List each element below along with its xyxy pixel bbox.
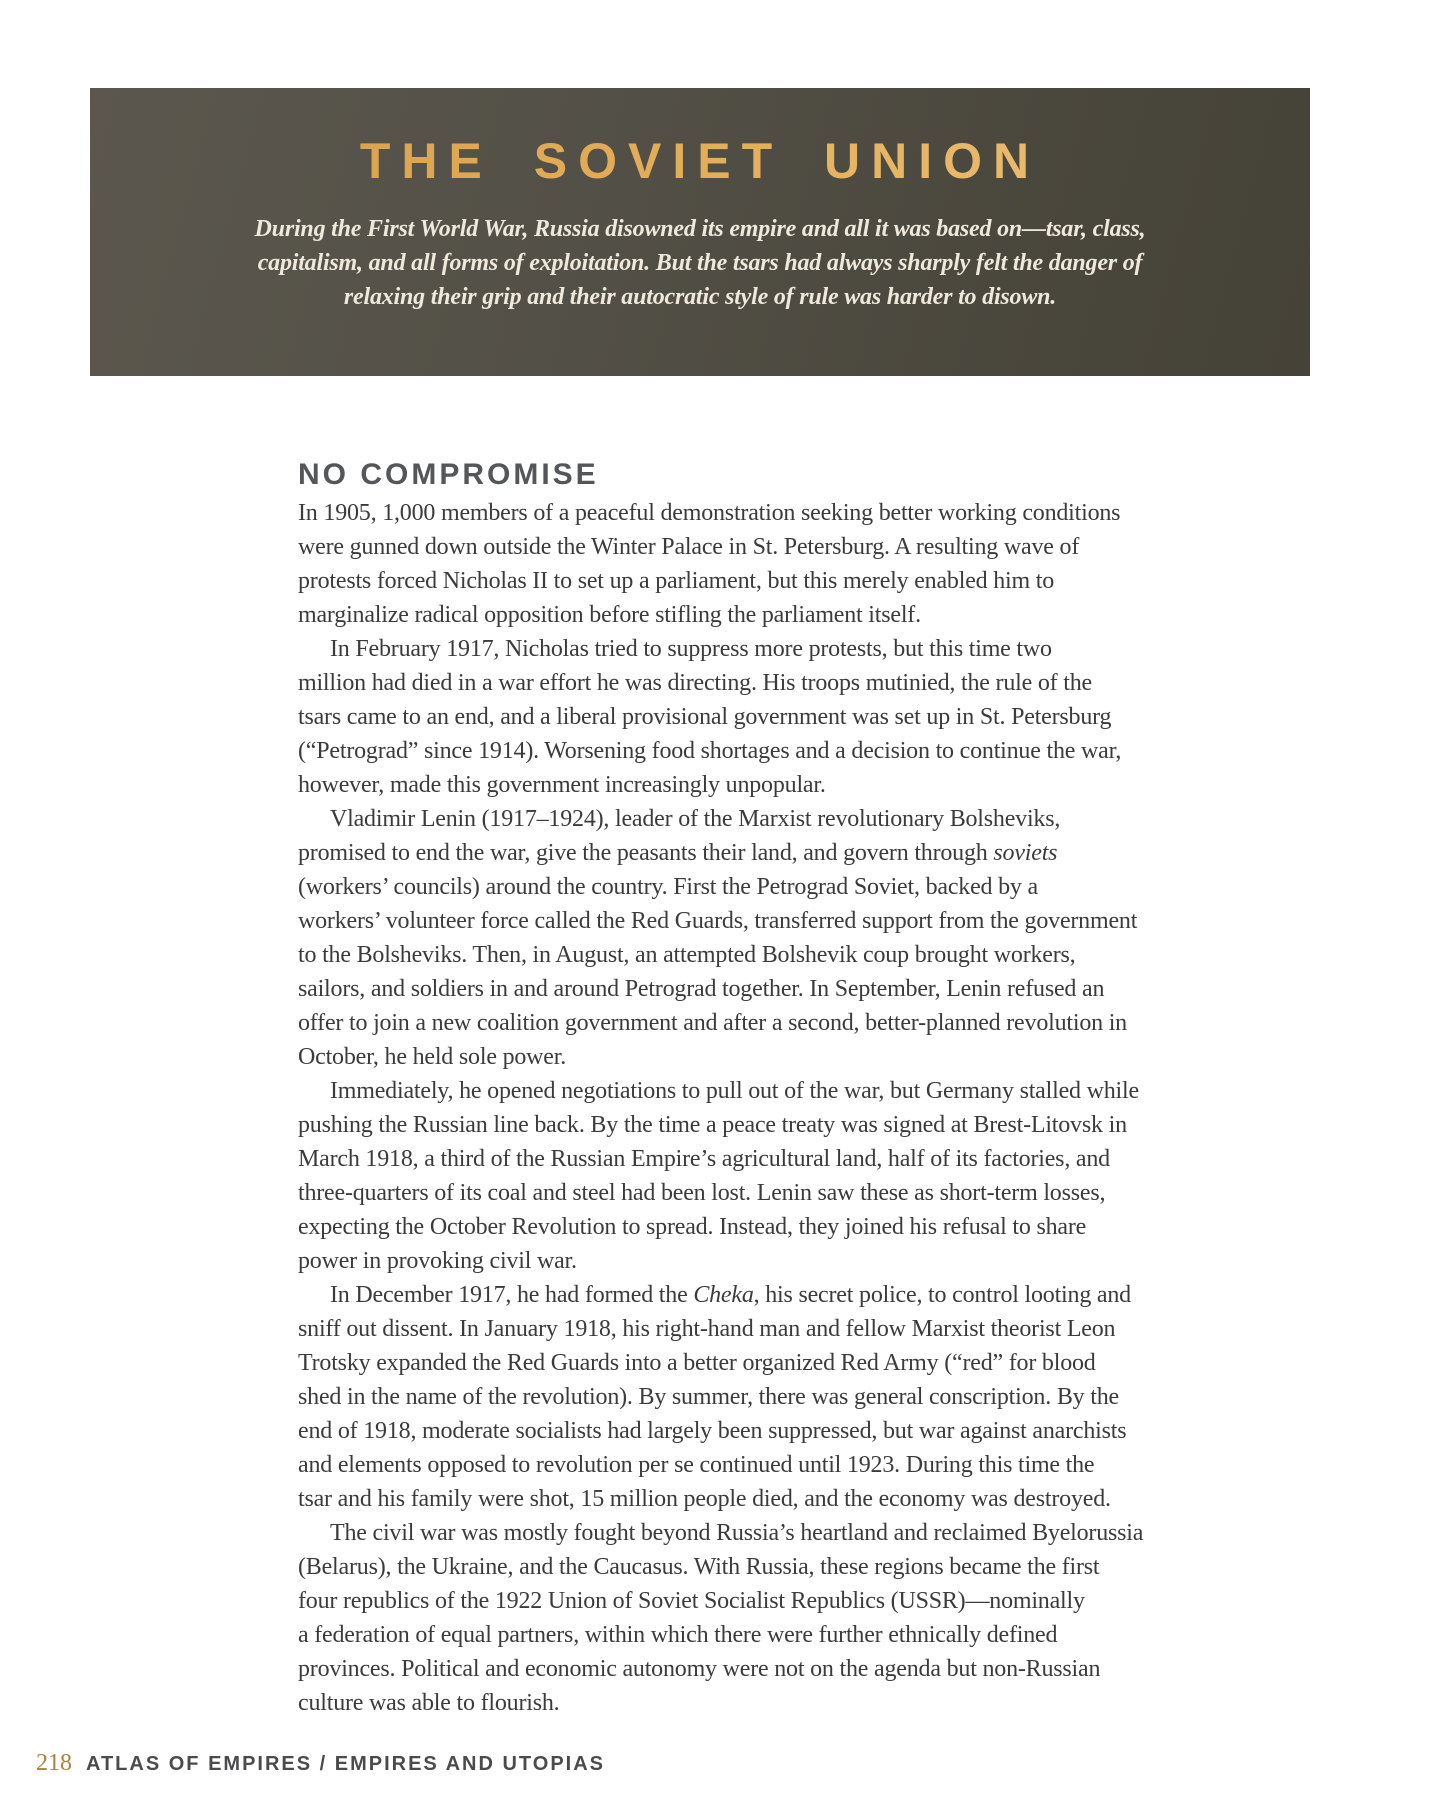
body-line: end of 1918, moderate socialists had largely been suppressed, but war against anarchists: [298, 1418, 1127, 1444]
body-line: sailors, and soldiers in and around Petrograd together. In September, Lenin refused an: [298, 976, 1105, 1002]
body-line: shed in the name of the revolution). By summer, there was general conscription. By the: [298, 1384, 1119, 1410]
header-banner: [90, 88, 1310, 376]
body-line: however, made this government increasingly unpopular.: [298, 772, 826, 798]
section-heading: NO COMPROMISE: [298, 458, 599, 491]
body-line: marginalize radical opposition before stifling the parliament itself.: [298, 602, 921, 628]
body-line: offer to join a new coalition government and after a second, better-planned revolution in: [298, 1010, 1127, 1036]
body-line: pushing the Russian line back. By the time a peace treaty was signed at Brest-Litovsk in: [298, 1112, 1127, 1138]
body-line: three-quarters of its coal and steel had been lost. Lenin saw these as short-term losses,: [298, 1180, 1106, 1206]
body-line: (Belarus), the Ukraine, and the Caucasus. With Russia, these regions became the first: [298, 1554, 1100, 1580]
intro-paragraph: [90, 212, 1310, 314]
paragraph: [298, 632, 1318, 802]
body-line: four republics of the 1922 Union of Soviet Socialist Republics (USSR)—nominally: [298, 1588, 1085, 1614]
paragraph: [298, 1074, 1318, 1278]
paragraph: [298, 802, 1318, 1074]
body-line: tsar and his family were shot, 15 million people died, and the economy was destroyed.: [298, 1486, 1111, 1512]
article-body: [298, 496, 1318, 1720]
body-line: tsars came to an end, and a liberal provisional government was set up in St. Petersburg: [298, 704, 1112, 730]
paragraph: [298, 1516, 1318, 1720]
body-line: culture was able to flourish.: [298, 1690, 560, 1716]
body-line: (“Petrograd” since 1914). Worsening food shortages and a decision to continue the war,: [298, 738, 1122, 764]
body-line: were gunned down outside the Winter Palace in St. Petersburg. A resulting wave of: [298, 534, 1080, 560]
body-line: Immediately, he opened negotiations to pull out of the war, but Germany stalled while: [330, 1078, 1139, 1104]
body-line: In February 1917, Nicholas tried to suppress more protests, but this time two: [330, 636, 1052, 662]
body-line: Trotsky expanded the Red Guards into a better organized Red Army (“red” for blood: [298, 1350, 1096, 1376]
body-line: Vladimir Lenin (1917–1924), leader of the Marxist revolutionary Bolsheviks,: [330, 806, 1061, 832]
article-section: [298, 458, 1318, 1720]
body-line: a federation of equal partners, within which there were further ethnically defined: [298, 1622, 1058, 1648]
body-line: million had died in a war effort he was directing. His troops mutinied, the rule of the: [298, 670, 1092, 696]
body-line: (workers’ councils) around the country. First the Petrograd Soviet, backed by a: [298, 874, 1038, 900]
body-line: power in provoking civil war.: [298, 1248, 577, 1274]
page-number: 218: [36, 1750, 72, 1776]
body-line: March 1918, a third of the Russian Empire’s agricultural land, half of its factories, and: [298, 1146, 1110, 1172]
body-line: protests forced Nicholas II to set up a parliament, but this merely enabled him to: [298, 568, 1055, 594]
body-line: expecting the October Revolution to spread. Instead, they joined his refusal to share: [298, 1214, 1087, 1240]
body-line: provinces. Political and economic autonomy were not on the agenda but non-Russian: [298, 1656, 1101, 1682]
body-line: The civil war was mostly fought beyond Russia’s heartland and reclaimed Byelorussia: [330, 1520, 1144, 1546]
book-title: ATLAS OF EMPIRES / EMPIRES AND UTOPIAS: [86, 1753, 606, 1775]
body-line: sniff out dissent. In January 1918, his right-hand man and fellow Marxist theorist Leon: [298, 1316, 1116, 1342]
paragraph: [298, 496, 1318, 632]
body-line: to the Bolsheviks. Then, in August, an attempted Bolshevik coup brought workers,: [298, 942, 1076, 968]
paragraph: [298, 1278, 1318, 1516]
body-line: workers’ volunteer force called the Red Guards, transferred support from the government: [298, 908, 1138, 934]
body-line: In December 1917, he had formed the Cheka, his secret police, to control looting and: [330, 1282, 1131, 1308]
body-line: In 1905, 1,000 members of a peaceful demonstration seeking better working conditions: [298, 500, 1121, 526]
body-line: and elements opposed to revolution per se continued until 1923. During this time the: [298, 1452, 1095, 1478]
intro-line: capitalism, and all forms of exploitation. But the tsars had always sharply felt the danger of: [257, 250, 1143, 276]
body-line: promised to end the war, give the peasants their land, and govern through soviets: [298, 840, 1058, 866]
page-footer: [36, 1750, 605, 1777]
intro-line: During the First World War, Russia disowned its empire and all it was based on—tsar, class,: [254, 216, 1146, 242]
intro-line: relaxing their grip and their autocratic style of rule was harder to disown.: [343, 284, 1057, 310]
page-title: THE SOVIET UNION: [90, 132, 1310, 190]
body-line: October, he held sole power.: [298, 1044, 567, 1070]
